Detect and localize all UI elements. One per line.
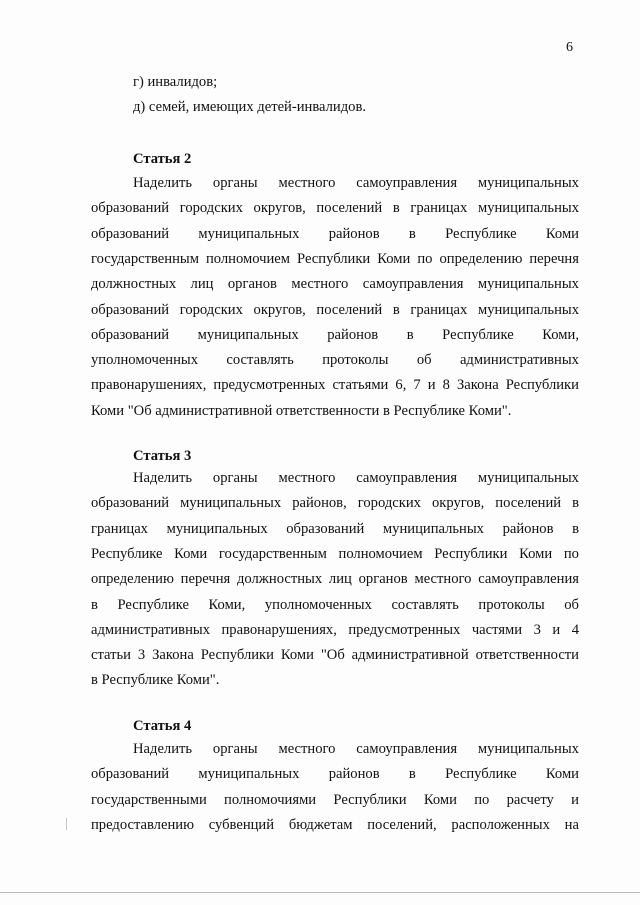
word: самоуправления [356, 741, 458, 757]
word: ответственности [475, 647, 579, 663]
list-item: д) семей, имеющих детей-инвалидов. [133, 99, 367, 115]
word: частями [471, 622, 523, 638]
word: самоуправления [362, 276, 464, 292]
paragraph-line [91, 351, 579, 369]
word: 8 [442, 377, 450, 393]
word: границах [91, 521, 148, 537]
word: Коми [519, 546, 553, 562]
word: образований [91, 495, 170, 511]
word: Республики [297, 251, 371, 267]
word: в [406, 327, 414, 343]
word: составлять [226, 352, 294, 368]
word: государственным [218, 546, 327, 562]
word: уполномоченных [264, 597, 372, 613]
word: Коми [280, 647, 314, 663]
paragraph-line [91, 275, 579, 293]
word: лиц [328, 571, 352, 587]
paragraph-line [91, 671, 219, 689]
word: и [552, 622, 561, 638]
word: муниципальных [477, 302, 579, 318]
paragraph-line [91, 545, 579, 563]
paragraph-line [133, 174, 579, 192]
word: городских [179, 302, 243, 318]
paragraph-line [91, 326, 579, 344]
word: поселений, [367, 817, 437, 833]
word: определению [439, 251, 523, 267]
word: и [571, 792, 579, 808]
word: образований [91, 766, 170, 782]
word: в [91, 597, 98, 613]
paragraph-line [91, 250, 579, 268]
word: органов [358, 571, 408, 587]
word: органы [212, 470, 258, 486]
word: "Об [320, 647, 345, 663]
word: местного [278, 470, 336, 486]
word: государственным [91, 251, 199, 267]
word: в [392, 200, 400, 216]
paragraph-line [91, 646, 579, 664]
word: муниципальных [198, 226, 300, 242]
word: муниципальных [477, 470, 579, 486]
paragraph-line [91, 596, 579, 614]
word: в [408, 766, 416, 782]
word: 4 [571, 622, 579, 638]
word: административной [351, 647, 469, 663]
word: административных [459, 352, 579, 368]
word: об [416, 352, 432, 368]
word: районов [328, 226, 380, 242]
word: в Республике Коми". [91, 672, 220, 688]
word: должностных [91, 276, 177, 292]
word: 7 [413, 377, 421, 393]
paragraph-line [91, 225, 579, 243]
word: образований [91, 302, 170, 318]
word: полномочием [338, 546, 423, 562]
word: муниципальных [197, 327, 299, 343]
word: предоставлению [91, 817, 194, 833]
word: Республики [505, 377, 579, 393]
word: городских [357, 495, 421, 511]
word: самоуправления [356, 175, 458, 191]
word: органы [212, 175, 258, 191]
word: определению [91, 571, 174, 587]
word: об [564, 597, 579, 613]
paragraph-line [91, 301, 579, 319]
word: перечня [180, 571, 231, 587]
word: Республике [445, 766, 517, 782]
word: поселений [495, 495, 562, 511]
word: в [572, 495, 579, 511]
list-item: г) инвалидов; [133, 74, 218, 90]
word: протоколы [322, 352, 389, 368]
paragraph-line [91, 621, 579, 639]
scan-artifact-mark [66, 818, 67, 830]
word: предусмотренных [348, 622, 461, 638]
word: Коми [545, 226, 579, 242]
word: муниципальных [477, 276, 579, 292]
word: Наделить [133, 175, 193, 191]
word: муниципальных [477, 200, 579, 216]
word: Республике [117, 597, 189, 613]
paragraph-line [91, 816, 579, 834]
word: в [572, 521, 579, 537]
word: районов [502, 521, 554, 537]
word: Республике [91, 546, 163, 562]
word: органы [212, 741, 258, 757]
paragraph-line [91, 791, 579, 809]
word: образований [91, 327, 170, 343]
word: Коми [423, 792, 457, 808]
word: местного [278, 175, 336, 191]
word: Республики [200, 647, 274, 663]
word: местного [414, 571, 472, 587]
word: перечня [529, 251, 579, 267]
word: 6, [395, 377, 407, 393]
word: муниципальных [382, 521, 484, 537]
word: городских [179, 200, 243, 216]
word: Коми [377, 251, 411, 267]
word: в [408, 226, 416, 242]
article-heading: Статья 4 [133, 718, 192, 734]
paragraph-line [133, 469, 579, 487]
word: местного [278, 741, 336, 757]
word: образований [286, 521, 365, 537]
word: Коми [545, 766, 579, 782]
word: статьями [332, 377, 389, 393]
word: самоуправления [478, 571, 579, 587]
word: муниципальных [198, 766, 300, 782]
word: поселений [316, 200, 383, 216]
word: правонарушениях, [221, 622, 337, 638]
paragraph-line [91, 494, 579, 512]
word: муниципальных [166, 521, 268, 537]
word: государственными [91, 792, 207, 808]
word: уполномоченных [91, 352, 199, 368]
word: по [563, 546, 579, 562]
word: и [427, 377, 436, 393]
word: границах [410, 200, 468, 216]
paragraph-line [91, 199, 579, 217]
word: муниципальных [477, 175, 579, 191]
word: органов [227, 276, 277, 292]
word: Наделить [133, 470, 193, 486]
word: районов [328, 766, 380, 782]
word: Закона [152, 647, 194, 663]
word: по [417, 251, 433, 267]
article-heading: Статья 3 [133, 448, 192, 464]
word: образований [91, 200, 170, 216]
word: муниципальных [477, 741, 579, 757]
word: Республике [442, 327, 514, 343]
word: Наделить [133, 741, 193, 757]
word: самоуправления [356, 470, 458, 486]
word: субвенций [208, 817, 275, 833]
word: Республики [333, 792, 407, 808]
word: бюджетам [288, 817, 353, 833]
paragraph-line [91, 765, 579, 783]
word: районов [327, 327, 379, 343]
word: полномочием [205, 251, 291, 267]
word: расчету [506, 792, 554, 808]
word: округов, [431, 495, 485, 511]
word: муниципальных [180, 495, 282, 511]
word: полномочиями [224, 792, 317, 808]
word: районов, [292, 495, 347, 511]
word: Республике [445, 226, 517, 242]
word: в [392, 302, 400, 318]
paragraph-line [91, 402, 511, 420]
paragraph-line [91, 520, 579, 538]
word: лиц [190, 276, 214, 292]
word: протоколы [478, 597, 545, 613]
word: по [474, 792, 490, 808]
word: составлять [391, 597, 459, 613]
page-number: 6 [566, 40, 573, 55]
word: правонарушениях, [91, 377, 207, 393]
word: предусмотренных [213, 377, 326, 393]
word: статьи [91, 647, 131, 663]
word: 3 [533, 622, 541, 638]
word: Закона [456, 377, 499, 393]
word: Коми "Об административной ответственности в Республике Коми". [91, 403, 512, 419]
article-heading: Статья 2 [133, 151, 192, 167]
word: административных [91, 622, 210, 638]
scan-bottom-edge [0, 892, 640, 893]
word: округов, [253, 200, 306, 216]
word: Коми [174, 546, 208, 562]
word: должностных [237, 571, 323, 587]
word: Коми, [208, 597, 246, 613]
word: на [564, 817, 579, 833]
word: округов, [253, 302, 306, 318]
paragraph-line [91, 376, 579, 394]
word: Коми, [542, 327, 579, 343]
word: местного [291, 276, 349, 292]
word: образований [91, 226, 170, 242]
word: поселений [316, 302, 383, 318]
paragraph-line [133, 740, 579, 758]
word: 3 [137, 647, 146, 663]
paragraph-line [91, 570, 579, 588]
word: Республики [434, 546, 508, 562]
word: расположенных [451, 817, 550, 833]
word: границах [410, 302, 468, 318]
